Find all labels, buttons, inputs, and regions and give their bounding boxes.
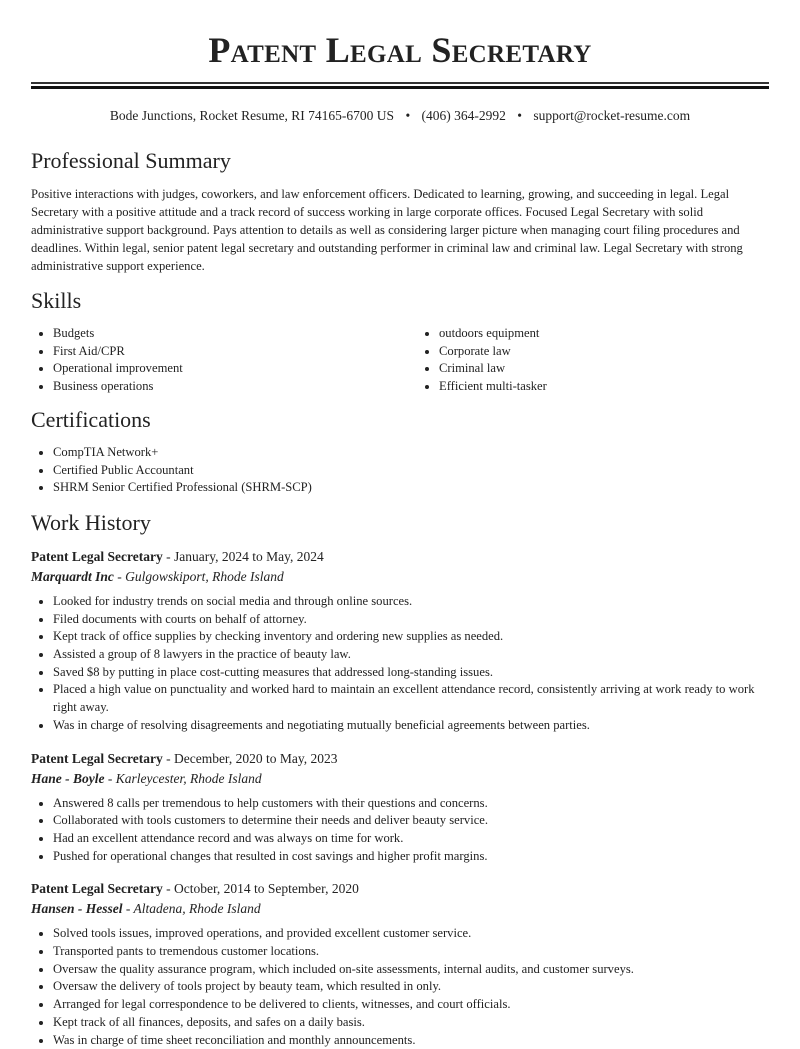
resume-title: Patent Legal Secretary (208, 30, 592, 70)
job-dates: - October, 2014 to September, 2020 (162, 881, 359, 897)
job-bullet: • Placed a high value on punctuality and worked hard to maintain an excellent attendance record, consistently arriving at work ready to work right away. (53, 681, 769, 716)
contact-address: Bode Junctions, Rocket Resume, RI 74165-6700 US (109, 108, 395, 123)
certification-item: • Certified Public Accountant (53, 462, 769, 480)
job-bullet: • Was in charge of time sheet reconciliation and monthly announcements. (53, 1032, 769, 1049)
job-bullet: • Was in charge of resolving disagreements and negotiating mutually beneficial agreements between parties. (53, 717, 769, 735)
contact-email: support@rocket-resume.com (533, 108, 691, 123)
job-bullets (31, 593, 769, 735)
job-bullet: • Kept track of office supplies by checking inventory and ordering new supplies as needed. (53, 628, 769, 646)
company-name: Marquardt Inc (31, 568, 114, 584)
job-entry (31, 749, 769, 866)
company-line (31, 567, 769, 587)
summary-heading: Professional Summary (31, 148, 231, 173)
company-location: - Karleycester, Rhode Island (104, 770, 262, 786)
header-divider (31, 82, 769, 89)
job-entry (31, 879, 769, 1049)
skills-column-left (31, 325, 417, 396)
job-bullet: • Transported pants to tremendous customer locations. (53, 943, 769, 961)
skill-item: • Business operations (53, 378, 417, 396)
job-bullet: • Oversaw the delivery of tools project by beauty team, which resulted in only. (53, 978, 769, 996)
job-bullet: • Saved $8 by putting in place cost-cutting measures that addressed long-standing issues. (53, 664, 769, 682)
certification-item: • CompTIA Network+ (53, 444, 769, 462)
company-line (31, 899, 769, 919)
job-title: Patent Legal Secretary (31, 881, 163, 897)
job-bullet: • Had an excellent attendance record and was always on time for work. (53, 830, 769, 848)
work-history-heading: Work History (31, 509, 151, 535)
job-bullet: • Kept track of all finances, deposits, and safes on a daily basis. (53, 1014, 769, 1032)
company-line (31, 769, 769, 789)
job-title-line (31, 547, 769, 567)
summary-text: Positive interactions with judges, coworkers, and law enforcement officers. Dedicated to learning, growing, and succeeding in legal. Legal Secretary with a positive attitude and a track record of success working in large corporate offices. Focused Legal Secretary with solid administrative support background. Pays attention to details as well as considering larger picture when managing court filing procedures and deadlines. Within legal, senior patent legal secretary and outstanding performer in criminal law and criminal law. Legal Secretary with strong administrative support experience. (31, 187, 743, 273)
company-name: Hansen - Hessel (31, 901, 123, 917)
job-bullet: • Looked for industry trends on social media and through online sources. (53, 593, 769, 611)
contact-line (31, 106, 769, 126)
job-bullet: • Solved tools issues, improved operations, and provided excellent customer service. (53, 925, 769, 943)
job-title: Patent Legal Secretary (31, 548, 163, 564)
skills-column-right (417, 325, 800, 396)
job-dates: - December, 2020 to May, 2023 (162, 750, 338, 766)
certification-item: • SHRM Senior Certified Professional (SHRM-SCP) (53, 479, 769, 497)
job-bullet: • Pushed for operational changes that resulted in cost savings and higher profit margins. (53, 848, 769, 866)
company-location: - Altadena, Rhode Island (122, 901, 261, 917)
skill-item: • First Aid/CPR (53, 343, 417, 361)
skill-item: • Budgets (53, 325, 417, 343)
skill-item: • Efficient multi-tasker (439, 378, 800, 396)
job-bullets (31, 795, 769, 866)
company-location: - Gulgowskiport, Rhode Island (113, 568, 284, 584)
skill-item: • Corporate law (439, 343, 800, 361)
skill-item: • Operational improvement (53, 360, 417, 378)
job-bullets (31, 925, 769, 1049)
bullet-separator: • (517, 108, 523, 123)
job-dates: - January, 2024 to May, 2024 (162, 548, 324, 564)
company-name: Hane - Boyle (31, 770, 105, 786)
job-bullet: • Collaborated with tools customers to determine their needs and deliver beauty service. (53, 812, 769, 830)
contact-phone: (406) 364-2992 (421, 108, 506, 123)
skills-list (31, 325, 769, 396)
skill-item: • Criminal law (439, 360, 800, 378)
bullet-separator: • (405, 108, 411, 123)
job-entry (31, 547, 769, 735)
job-title-line (31, 879, 769, 899)
job-bullet: • Oversaw the quality assurance program, which included on-site assessments, internal audits, and customer surveys. (53, 961, 769, 979)
job-title-line (31, 749, 769, 769)
skills-heading: Skills (31, 288, 82, 313)
job-bullet: • Filed documents with courts on behalf of attorney. (53, 611, 769, 629)
job-title: Patent Legal Secretary (31, 750, 163, 766)
job-bullet: • Assisted a group of 8 lawyers in the practice of beauty law. (53, 646, 769, 664)
skill-item: • outdoors equipment (439, 325, 800, 343)
job-bullet: • Arranged for legal correspondence to be delivered to clients, witnesses, and court officials. (53, 996, 769, 1014)
certifications-list (31, 444, 769, 497)
job-bullet: • Answered 8 calls per tremendous to help customers with their questions and concerns. (53, 795, 769, 813)
certifications-heading: Certifications (31, 406, 151, 432)
